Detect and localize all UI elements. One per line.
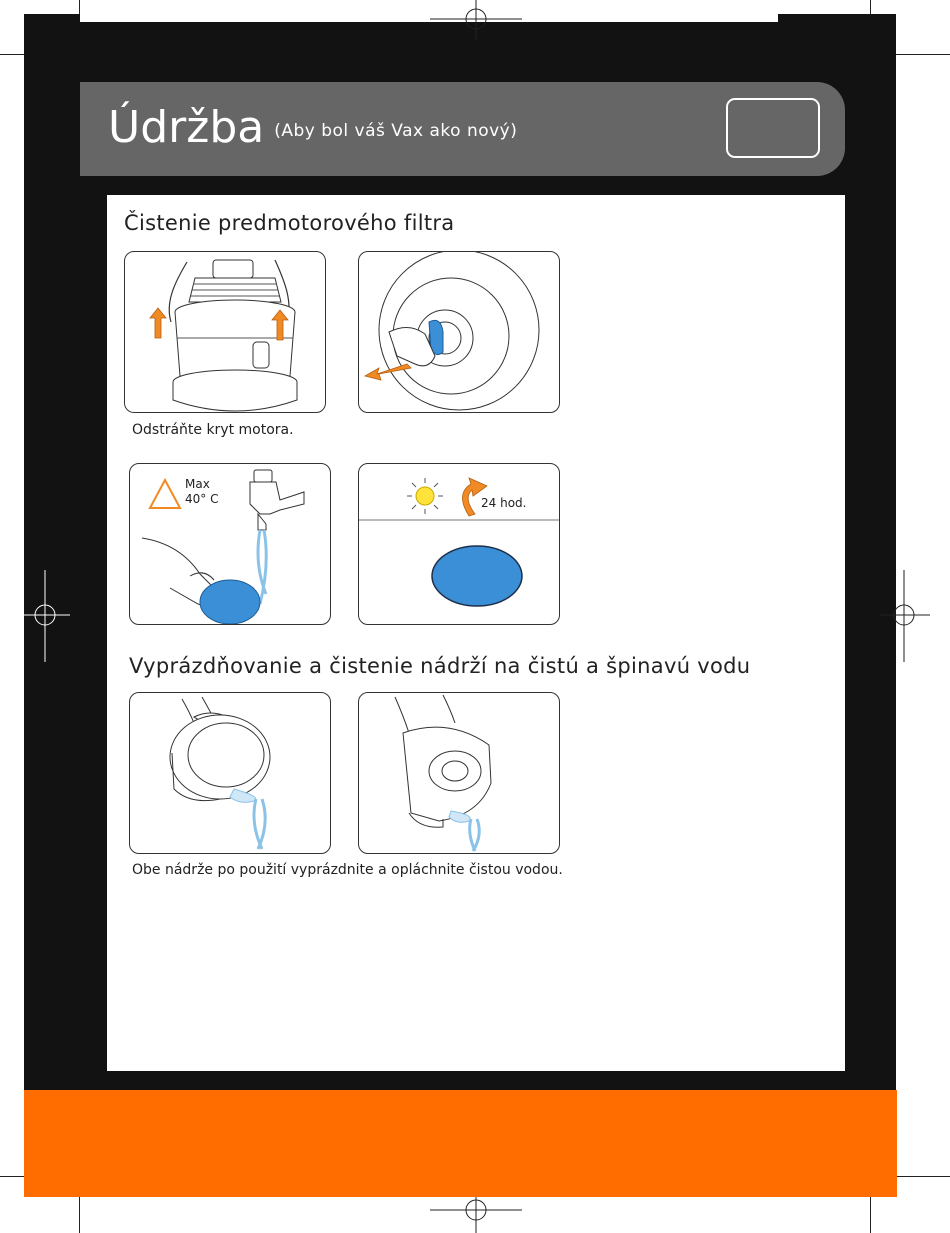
- page-subtitle: (Aby bol váš Vax ako nový): [274, 121, 518, 141]
- page-title-text: Údržba: [108, 102, 265, 153]
- tap-wash-illustration: [130, 464, 331, 625]
- footer-band: [24, 1090, 897, 1197]
- section-heading-filter: Čistenie predmotorového filtra: [124, 211, 455, 235]
- header-bar: [80, 82, 845, 176]
- illustration-remove-filter: [358, 251, 560, 413]
- illustration-empty-dirty-tank: [358, 692, 560, 854]
- dirty-tank-illustration: [359, 693, 560, 854]
- drying-time-label: 24 hod.: [481, 496, 527, 510]
- caption-empty-tanks: Obe nádrže po použití vyprázdnite a opláchnite čistou vodou.: [132, 862, 563, 878]
- section-heading-tanks: Vyprázdňovanie a čistenie nádrží na čistú a špinavú vodu: [129, 654, 751, 678]
- vacuum-lift-illustration: [125, 252, 326, 413]
- top-strip: [80, 0, 778, 22]
- caption-remove-cover: Odstráňte kryt motora.: [132, 422, 294, 438]
- illustration-wash-filter: [129, 463, 331, 625]
- clean-tank-illustration: [130, 693, 331, 854]
- filter-removal-illustration: [359, 252, 560, 413]
- registration-mark-right: [880, 570, 930, 662]
- illustration-empty-clean-tank: [129, 692, 331, 854]
- temperature-label-max: Max: [185, 477, 210, 491]
- content-area: [107, 195, 845, 1071]
- registration-mark-top: [430, 0, 522, 40]
- registration-mark-left: [24, 570, 70, 662]
- page-number-box: [726, 98, 820, 158]
- temperature-label-value: 40° C: [185, 492, 219, 506]
- illustration-dry-filter: [358, 463, 560, 625]
- illustration-remove-cover: [124, 251, 326, 413]
- sun-icon: [407, 478, 443, 514]
- drying-illustration: [359, 464, 560, 625]
- page-title: [108, 100, 517, 159]
